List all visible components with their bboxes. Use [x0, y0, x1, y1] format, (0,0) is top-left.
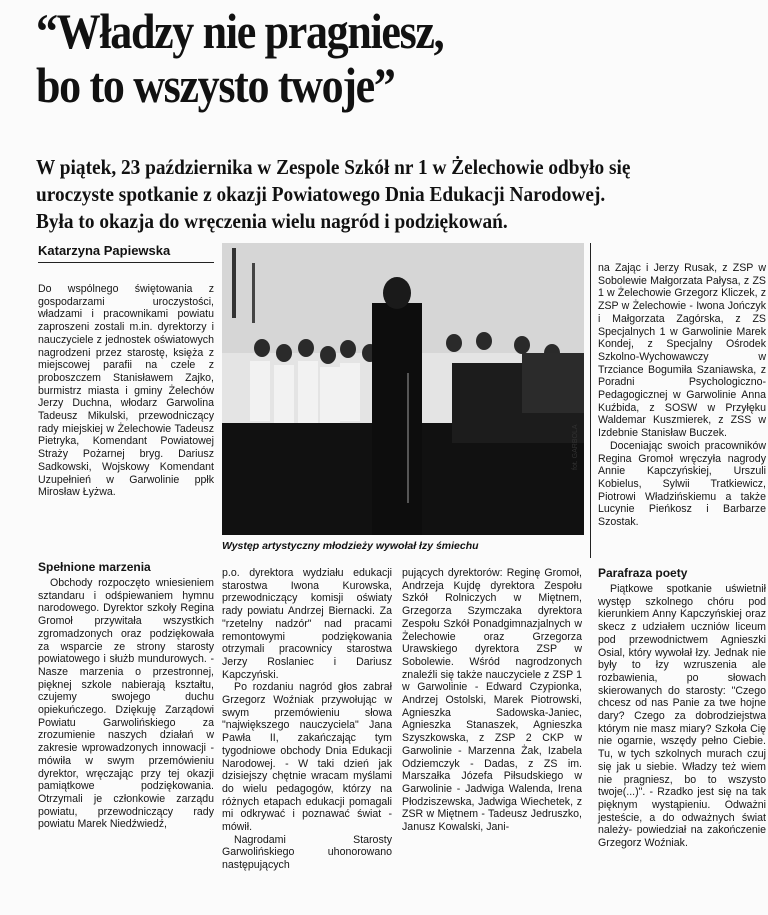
photo-illustration: [222, 243, 584, 535]
column-4-top: [598, 262, 766, 529]
lead-line-3: Była to okazja do wręczenia wielu nagród i podziękowań.: [36, 209, 508, 233]
paragraph: Piątkowe spotkanie uświetnił występ szkolnego chóru pod kierunkiem Anny Kapczyńskiej oraz skecz z udziałem uczniów liceum pod przewodnictwem Agnieszki Osial, który wywołał łzy. Jednak nie były to łzy wzruszenia ale rozbawienia, po słowach skierowanych do starosty: "Czego chcesz od nas Panie za twe hojne dary? Czego za dobrodziejstwa którym nie masz miary? Szkoła Cię nie ogarnie, wszędy pełno Ciebie. Tu, w tych szkolnych murach czuj się jak u siebie. Władzy też wiem nie pragniesz, bo to wszysto twoje(...)". - Rzadko jest się na tak pięknym wystąpieniu. Odważni jesteście, a do odważnych świat należy- powiedział na zakończenie Grzegorz Woźniak.: [598, 583, 766, 850]
paragraph: Do wspólnego świętowania z gospodarzami uroczystości, władzami i pracownikami powiatu zaproszeni zostali m.in. dyrektorzy i nauczyciele z jednostek oświatowych nagrodzeni przez starostę, księża z miejscowej parafii na czele z proboszczem Stanisławem Zajko, burmistrz miasta i gminy Żelechów Jerzy Duchna, włodarz Garwolina Tadeusz Mikulski, przewodniczący rady miejskiej w Żelechowie Tadeusz Pietryka, Komendant Powiatowej Straży Pożarnej bryg. Dariusz Sadkowski, Wojskowy Komendant Uzupełnień w Garwolinie ppłk Mirosław Łyżwa.: [38, 283, 214, 499]
photo-credit: fot. GARBOLA: [572, 424, 579, 470]
headline-line-1: “Władzy nie pragniesz,: [36, 3, 444, 59]
column-1-bottom: [38, 560, 214, 831]
paragraph: Nagrodami Starosty Garwolińskiego uhonorowano następujących: [222, 833, 392, 872]
column-4-bottom: [598, 566, 766, 850]
column-2-bottom: [222, 567, 392, 872]
lead-paragraph: [36, 154, 698, 235]
column-3-bottom: [402, 567, 582, 834]
column-1-top: [38, 283, 214, 499]
section-heading: Spełnione marzenia: [38, 560, 151, 574]
photo-caption: Występ artystyczny młodzieży wywołał łzy śmiechu: [222, 540, 479, 552]
paragraph: Doceniając swoich pracowników Regina Gromoł wręczyła nagrody Annie Kapczyńskiej, Urszuli Kobielus, Sylwii Tratkiewicz, Piotrowi Władzińskiemu a także Lucynie Pieńkosz i Barbarze Szostak.: [598, 439, 766, 529]
column-rule: [590, 243, 591, 558]
lead-line-2: uroczyste spotkanie z okazji Powiatowego Dnia Edukacji Narodowej.: [36, 182, 606, 206]
paragraph: na Zając i Jerzy Rusak, z ZSP w Sobolewie Małgorzata Pałysa, z ZS 1 w Żelechowie Grzegorz Kliczek, z ZSP w Żelechowie - Iwona Jończyk i Małgorzata Zagórska, z ZS Specjalnych 1 w Garwolinie Marek Kondej, z Specjalny Ośrodek Szkolno-Wychowawczy w Trzciance Bogumiła Szaniawska, z Poradni Psychologiczno-Pedagogicznej w Garwolinie Anna Kuźbida, z SOSW w Przyłęku Waldemar Kuszmierek, z ZSS w Izdebnie Stanisław Buczek.: [598, 262, 766, 440]
paragraph: p.o. dyrektora wydziału edukacji starostwa Iwona Kurowska, przewodniczący komisji oświaty rady powiatu Andrzej Biernacki. Za "rzetelny nadzór" nad pracami remontowymi podziękowania otrzymali pracownicy starostwa Jerzy Roslaniec i Dariusz Kapczyński.: [222, 567, 392, 681]
paragraph: Po rozdaniu nagród głos zabrał Grzegorz Woźniak przywołując w swym przemówieniu słowa "największego nauczyciela" Jana Pawła II, zakańczając tym tygodniowe obchody Dnia Edukacji Narodowej. - W taki dzień jak dzisiejszy chętnie wracam myślami do wielu pedagogów, którzy na różnych etapach edukacji pomagali mi odkrywać i poznawać świat - mówił.: [222, 681, 392, 834]
headline-line-2: bo to wszysto twoje”: [36, 57, 395, 113]
byline: Katarzyna Papiewska: [38, 243, 171, 258]
paragraph: Obchody rozpoczęto wniesieniem sztandaru i odśpiewaniem hymnu narodowego. Dyrektor szkoły Regina Gromoł przywitała wszystkich zgromadzonych oraz podziękowała za wsparcie ze strony starosty powiatowego i służb mundurowych. - Nasze marzenia o przestronnej, pięknej szkole nabierają kształtu, czujemy swojego duchu opiekuńczego. Dziękuję Zarządowi Powiatu Garwolińskiego za zrozumienie naszych działań w zakresie wprowadzonych innowacji - mówiła w swym przemówieniu dyrektor, wręczając przy tej okazji pamiątkowe podziękowania. Otrzymali je członkowie zarządu powiatu, przewodniczący rady powiatu Marek Niedźwiedź,: [38, 577, 214, 831]
lead-line-1: W piątek, 23 października w Zespole Szkół nr 1 w Żelechowie odbyło się: [36, 155, 631, 179]
byline-rule: [38, 262, 214, 263]
headline: [36, 4, 670, 112]
section-heading: Parafraza poety: [598, 566, 688, 580]
article-photo: [222, 243, 584, 535]
paragraph: pujących dyrektorów: Reginę Gromoł, Andrzeja Kujdę dyrektora Zespołu Szkół Rolniczych w Miętnem, Grzegorza Szymczaka dyrektora Zespołu Szkół Ponadgimnazjalnych w Żelechowie oraz Grzegorza Urawskiego dyrektora ZSP w Sobolewie. Wśród nagrodzonych znaleźli się także nauczyciele z ZSP 1 w Garwolinie - Edward Czypionka, Andrzej Ostolski, Marek Piotrowski, Agnieszka Sadowska-Janiec, Agnieszka Stanaszek, Agnieszka Szyszkowska, z ZSP 2 CKP w Garwolinie - Marzenna Żak, Izabela Odziemczyk - Dadas, z ZS im. Marszałka Józefa Piłsudskiego w Garwolinie - Jadwiga Walenda, Irena Płodziszewska, Jadwiga Wiechetek, z ZSR w Miętnem - Tadeusz Jedruszko, Janusz Kowalski, Jani-: [402, 567, 582, 834]
